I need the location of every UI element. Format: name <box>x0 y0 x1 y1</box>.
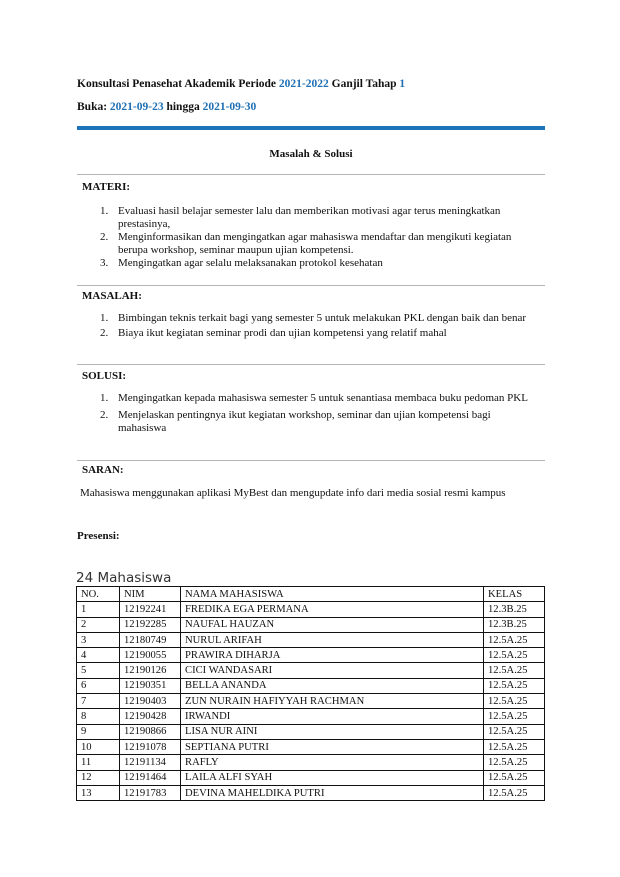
stage-value: 1 <box>399 78 406 90</box>
cell-nama: RAFLY <box>181 755 484 770</box>
open-label: Buka: <box>77 101 108 113</box>
cell-nama: CICI WANDASARI <box>181 663 484 678</box>
cell-nama: PRAWIRA DIHARJA <box>181 648 484 663</box>
cell-nim: 12192241 <box>120 602 181 617</box>
semester-label: Ganjil Tahap <box>331 78 397 90</box>
cell-nama: NAUFAL HAUZAN <box>181 617 484 632</box>
table-row <box>77 617 545 632</box>
cell-kelas: 12.5A.25 <box>484 663 545 678</box>
cell-no: 12 <box>77 770 120 785</box>
divider <box>77 174 545 175</box>
cell-kelas: 12.5A.25 <box>484 694 545 709</box>
col-nama-header: NAMA MAHASISWA <box>181 587 484 602</box>
cell-no: 11 <box>77 755 120 770</box>
cell-kelas: 12.5A.25 <box>484 770 545 785</box>
table-row <box>77 724 545 739</box>
table-row <box>77 648 545 663</box>
cell-no: 5 <box>77 663 120 678</box>
cell-kelas: 12.5A.25 <box>484 648 545 663</box>
open-date: 2021-09-23 <box>109 101 164 113</box>
saran-text: Mahasiswa menggunakan aplikasi MyBest dan mengupdate info dari media sosial resmi kampus <box>80 487 506 499</box>
table-row <box>77 755 545 770</box>
table-row <box>77 739 545 754</box>
cell-nim: 12190351 <box>120 678 181 693</box>
cell-no: 4 <box>77 648 120 663</box>
saran-title: SARAN: <box>82 464 124 476</box>
cell-nama: LISA NUR AINI <box>181 724 484 739</box>
cell-kelas: 12.5A.25 <box>484 755 545 770</box>
table-row <box>77 785 545 800</box>
period-label: Konsultasi Penasehat Akademik Periode <box>77 78 277 90</box>
cell-nim: 12192285 <box>120 617 181 632</box>
table-row <box>77 632 545 647</box>
cell-no: 9 <box>77 724 120 739</box>
cell-no: 2 <box>77 617 120 632</box>
cell-kelas: 12.5A.25 <box>484 632 545 647</box>
cell-kelas: 12.5A.25 <box>484 785 545 800</box>
masalah-title: MASALAH: <box>82 290 142 302</box>
list-item: 2. Menginformasikan dan mengingatkan agar mahasiswa mendaftar dan mengikuti kegiatan berupa workshop, seminar maupun ujian kompetensi. <box>100 231 512 256</box>
cell-no: 13 <box>77 785 120 800</box>
table-row <box>77 663 545 678</box>
materi-title: MATERI: <box>82 181 131 193</box>
cell-kelas: 12.3B.25 <box>484 617 545 632</box>
table-row <box>77 770 545 785</box>
student-count: 24 Mahasiswa <box>76 570 172 586</box>
cell-nim: 12191783 <box>120 785 181 800</box>
cell-nim: 12191134 <box>120 755 181 770</box>
cell-nama: BELLA ANANDA <box>181 678 484 693</box>
cell-kelas: 12.5A.25 <box>484 724 545 739</box>
cell-nama: IRWANDI <box>181 709 484 724</box>
cell-no: 3 <box>77 632 120 647</box>
col-no-header: NO. <box>77 587 120 602</box>
materi-list <box>96 205 536 270</box>
until-label: hingga <box>166 101 200 113</box>
table-row <box>77 602 545 617</box>
cell-no: 7 <box>77 694 120 709</box>
attendance-body <box>77 602 545 801</box>
section-title: Masalah & Solusi <box>269 148 353 160</box>
period-value: 2021-2022 <box>278 78 329 90</box>
cell-nim: 12191078 <box>120 739 181 754</box>
cell-nim: 12190428 <box>120 709 181 724</box>
list-item: 1. Bimbingan teknis terkait bagi yang semester 5 untuk melakukan PKL dengan baik dan benar <box>100 312 527 324</box>
cell-nim: 12190126 <box>120 663 181 678</box>
table-row <box>77 694 545 709</box>
cell-nim: 12180749 <box>120 632 181 647</box>
list-item: 2. Menjelaskan pentingnya ikut kegiatan workshop, seminar dan ujian kompetensi bagi mahasiswa <box>100 409 491 434</box>
header-divider <box>77 126 545 130</box>
cell-no: 1 <box>77 602 120 617</box>
cell-kelas: 12.5A.25 <box>484 678 545 693</box>
col-nim-header: NIM <box>120 587 181 602</box>
cell-kelas: 12.5A.25 <box>484 739 545 754</box>
cell-nama: FREDIKA EGA PERMANA <box>181 602 484 617</box>
list-item: 3. Mengingatkan agar selalu melaksanakan protokol kesehatan <box>100 257 383 269</box>
period-heading <box>77 78 405 90</box>
divider <box>77 364 545 365</box>
col-kelas-header: KELAS <box>484 587 545 602</box>
divider <box>77 460 545 461</box>
cell-nim: 12190055 <box>120 648 181 663</box>
list-item: 2. Biaya ikut kegiatan seminar prodi dan ujian kompetensi yang relatif mahal <box>100 327 447 339</box>
cell-no: 10 <box>77 739 120 754</box>
date-range-heading <box>77 101 256 113</box>
presensi-label: Presensi: <box>77 530 120 542</box>
cell-nama: LAILA ALFI SYAH <box>181 770 484 785</box>
close-date: 2021-09-30 <box>202 101 257 113</box>
cell-nim: 12191464 <box>120 770 181 785</box>
cell-nim: 12190403 <box>120 694 181 709</box>
masalah-list <box>96 312 536 340</box>
cell-no: 6 <box>77 678 120 693</box>
attendance-table <box>76 586 545 801</box>
cell-kelas: 12.5A.25 <box>484 709 545 724</box>
cell-nama: DEVINA MAHELDIKA PUTRI <box>181 785 484 800</box>
cell-nim: 12190866 <box>120 724 181 739</box>
solusi-list <box>96 392 536 435</box>
cell-kelas: 12.3B.25 <box>484 602 545 617</box>
table-header-row <box>77 587 545 602</box>
cell-no: 8 <box>77 709 120 724</box>
solusi-title: SOLUSI: <box>82 370 127 382</box>
list-item: 1. Mengingatkan kepada mahasiswa semester 5 untuk senantiasa membaca buku pedoman PKL <box>100 392 528 404</box>
divider <box>77 285 545 286</box>
list-item: 1. Evaluasi hasil belajar semester lalu dan memberikan motivasi agar terus meningkatkan prestasinya, <box>100 205 501 230</box>
table-row <box>77 709 545 724</box>
cell-nama: NURUL ARIFAH <box>181 632 484 647</box>
cell-nama: SEPTIANA PUTRI <box>181 739 484 754</box>
table-row <box>77 678 545 693</box>
cell-nama: ZUN NURAIN HAFIYYAH RACHMAN <box>181 694 484 709</box>
